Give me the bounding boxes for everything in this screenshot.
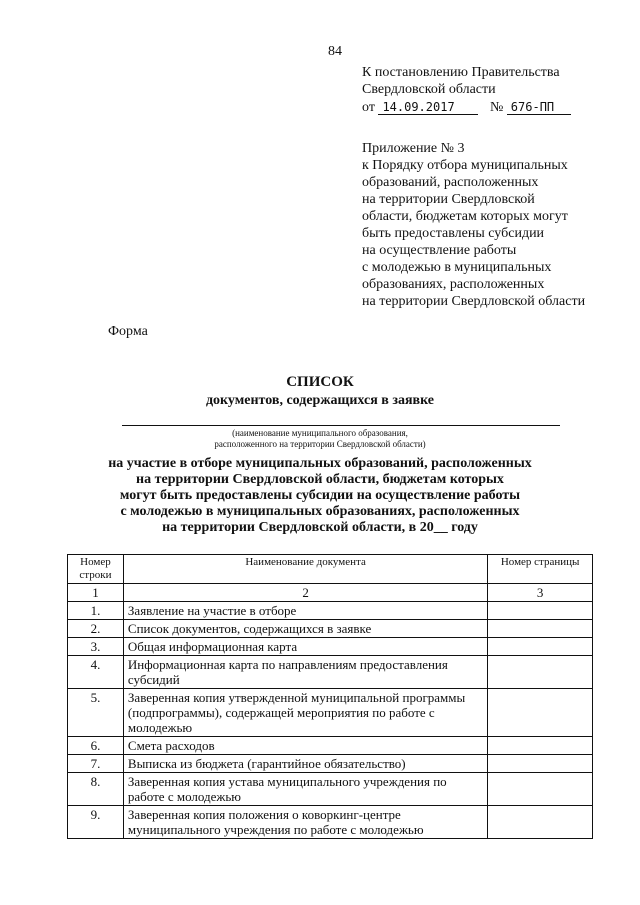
purpose-text [0, 456, 640, 536]
page-number-cell [488, 656, 593, 689]
page-number: 84 [328, 44, 342, 59]
documents-table [67, 554, 593, 839]
row-number-cell: 6. [68, 737, 124, 755]
page-number-cell [488, 602, 593, 620]
index-cell: 3 [488, 584, 593, 602]
table-row [68, 656, 593, 689]
page-number-cell [488, 737, 593, 755]
doc-name-cell: Смета расходов [123, 737, 487, 755]
doc-name-cell: Список документов, содержащихся в заявке [123, 620, 487, 638]
municipality-blank-line [122, 425, 560, 426]
row-number-cell: 9. [68, 806, 124, 839]
resolution-number: 676-ПП [507, 100, 571, 115]
resolution-line2: Свердловской области [362, 82, 496, 97]
appendix-line: быть предоставлены субсидии [362, 226, 545, 241]
row-number-cell: 3. [68, 638, 124, 656]
row-number-cell: 5. [68, 689, 124, 737]
header-row-number: Номер строки [68, 555, 124, 584]
form-label: Форма [108, 324, 148, 339]
purpose-line: могут быть предоставлены субсидии на осуществление работы [119, 488, 521, 503]
doc-name-cell: Общая информационная карта [123, 638, 487, 656]
blank-caption-line2: расположенного на территории Свердловской области) [214, 439, 426, 449]
index-cell: 2 [123, 584, 487, 602]
index-cell: 1 [68, 584, 124, 602]
page-number-cell [488, 638, 593, 656]
page-number-cell [488, 773, 593, 806]
row-number-cell: 1. [68, 602, 124, 620]
appendix-line: на осуществление работы [362, 243, 517, 258]
doc-name-cell: Выписка из бюджета (гарантийное обязательство) [123, 755, 487, 773]
table-row [68, 602, 593, 620]
purpose-line: с молодежью в муниципальных образованиях, расположенных [120, 504, 520, 519]
appendix-lines [362, 157, 632, 310]
table-row [68, 620, 593, 638]
header-doc-name: Наименование документа [123, 555, 487, 584]
page-number-cell [488, 689, 593, 737]
resolution-line1: К постановлению Правительства [362, 65, 560, 80]
table-row [68, 773, 593, 806]
table-row [68, 737, 593, 755]
from-label: от [362, 100, 375, 115]
doc-name-cell: Заверенная копия устава муниципального учреждения по работе с молодежью [123, 773, 487, 806]
resolution-date: 14.09.2017 [378, 100, 478, 115]
doc-subtitle: документов, содержащихся в заявке [205, 393, 435, 408]
appendix-line: к Порядку отбора муниципальных [362, 158, 568, 173]
number-label: № [489, 100, 504, 115]
appendix-line: с молодежью в муниципальных [362, 260, 552, 275]
blank-caption-line1: (наименование муниципального образования, [232, 428, 408, 438]
row-number-cell: 2. [68, 620, 124, 638]
doc-name-cell: Заявление на участие в отборе [123, 602, 487, 620]
table-header-row [68, 555, 593, 584]
page-number-cell [488, 620, 593, 638]
doc-name-cell: Заверенная копия положения о коворкинг-центре муниципального учреждения по работе с молодежью [123, 806, 487, 839]
table-row [68, 806, 593, 839]
row-number-cell: 8. [68, 773, 124, 806]
purpose-line: на территории Свердловской области, в 20__ году [162, 520, 478, 535]
row-number-cell: 7. [68, 755, 124, 773]
purpose-line: на участие в отборе муниципальных образований, расположенных [108, 456, 532, 471]
doc-name-cell: Заверенная копия утвержденной муниципальной программы (подпрограммы), содержащей мероприятия по работе с молодежью [123, 689, 487, 737]
page-number-cell [488, 806, 593, 839]
purpose-line: на территории Свердловской области, бюджетам которых [136, 472, 504, 487]
resolution-date-row [362, 99, 571, 116]
table-row [68, 755, 593, 773]
page-number-cell [488, 755, 593, 773]
appendix-line: образований, расположенных [362, 175, 539, 190]
table-row [68, 689, 593, 737]
doc-title: СПИСОК [286, 374, 354, 390]
appendix-line: области, бюджетам которых могут [362, 209, 568, 224]
appendix-title: Приложение № 3 [362, 141, 465, 156]
appendix-line: на территории Свердловской [362, 192, 535, 207]
header-page-number: Номер страницы [488, 555, 593, 584]
table-index-row [68, 584, 593, 602]
appendix-block [362, 140, 632, 310]
table-row [68, 638, 593, 656]
doc-name-cell: Информационная карта по направлениям предоставления субсидий [123, 656, 487, 689]
appendix-line: на территории Свердловской области [362, 294, 586, 309]
appendix-line: образованиях, расположенных [362, 277, 545, 292]
row-number-cell: 4. [68, 656, 124, 689]
